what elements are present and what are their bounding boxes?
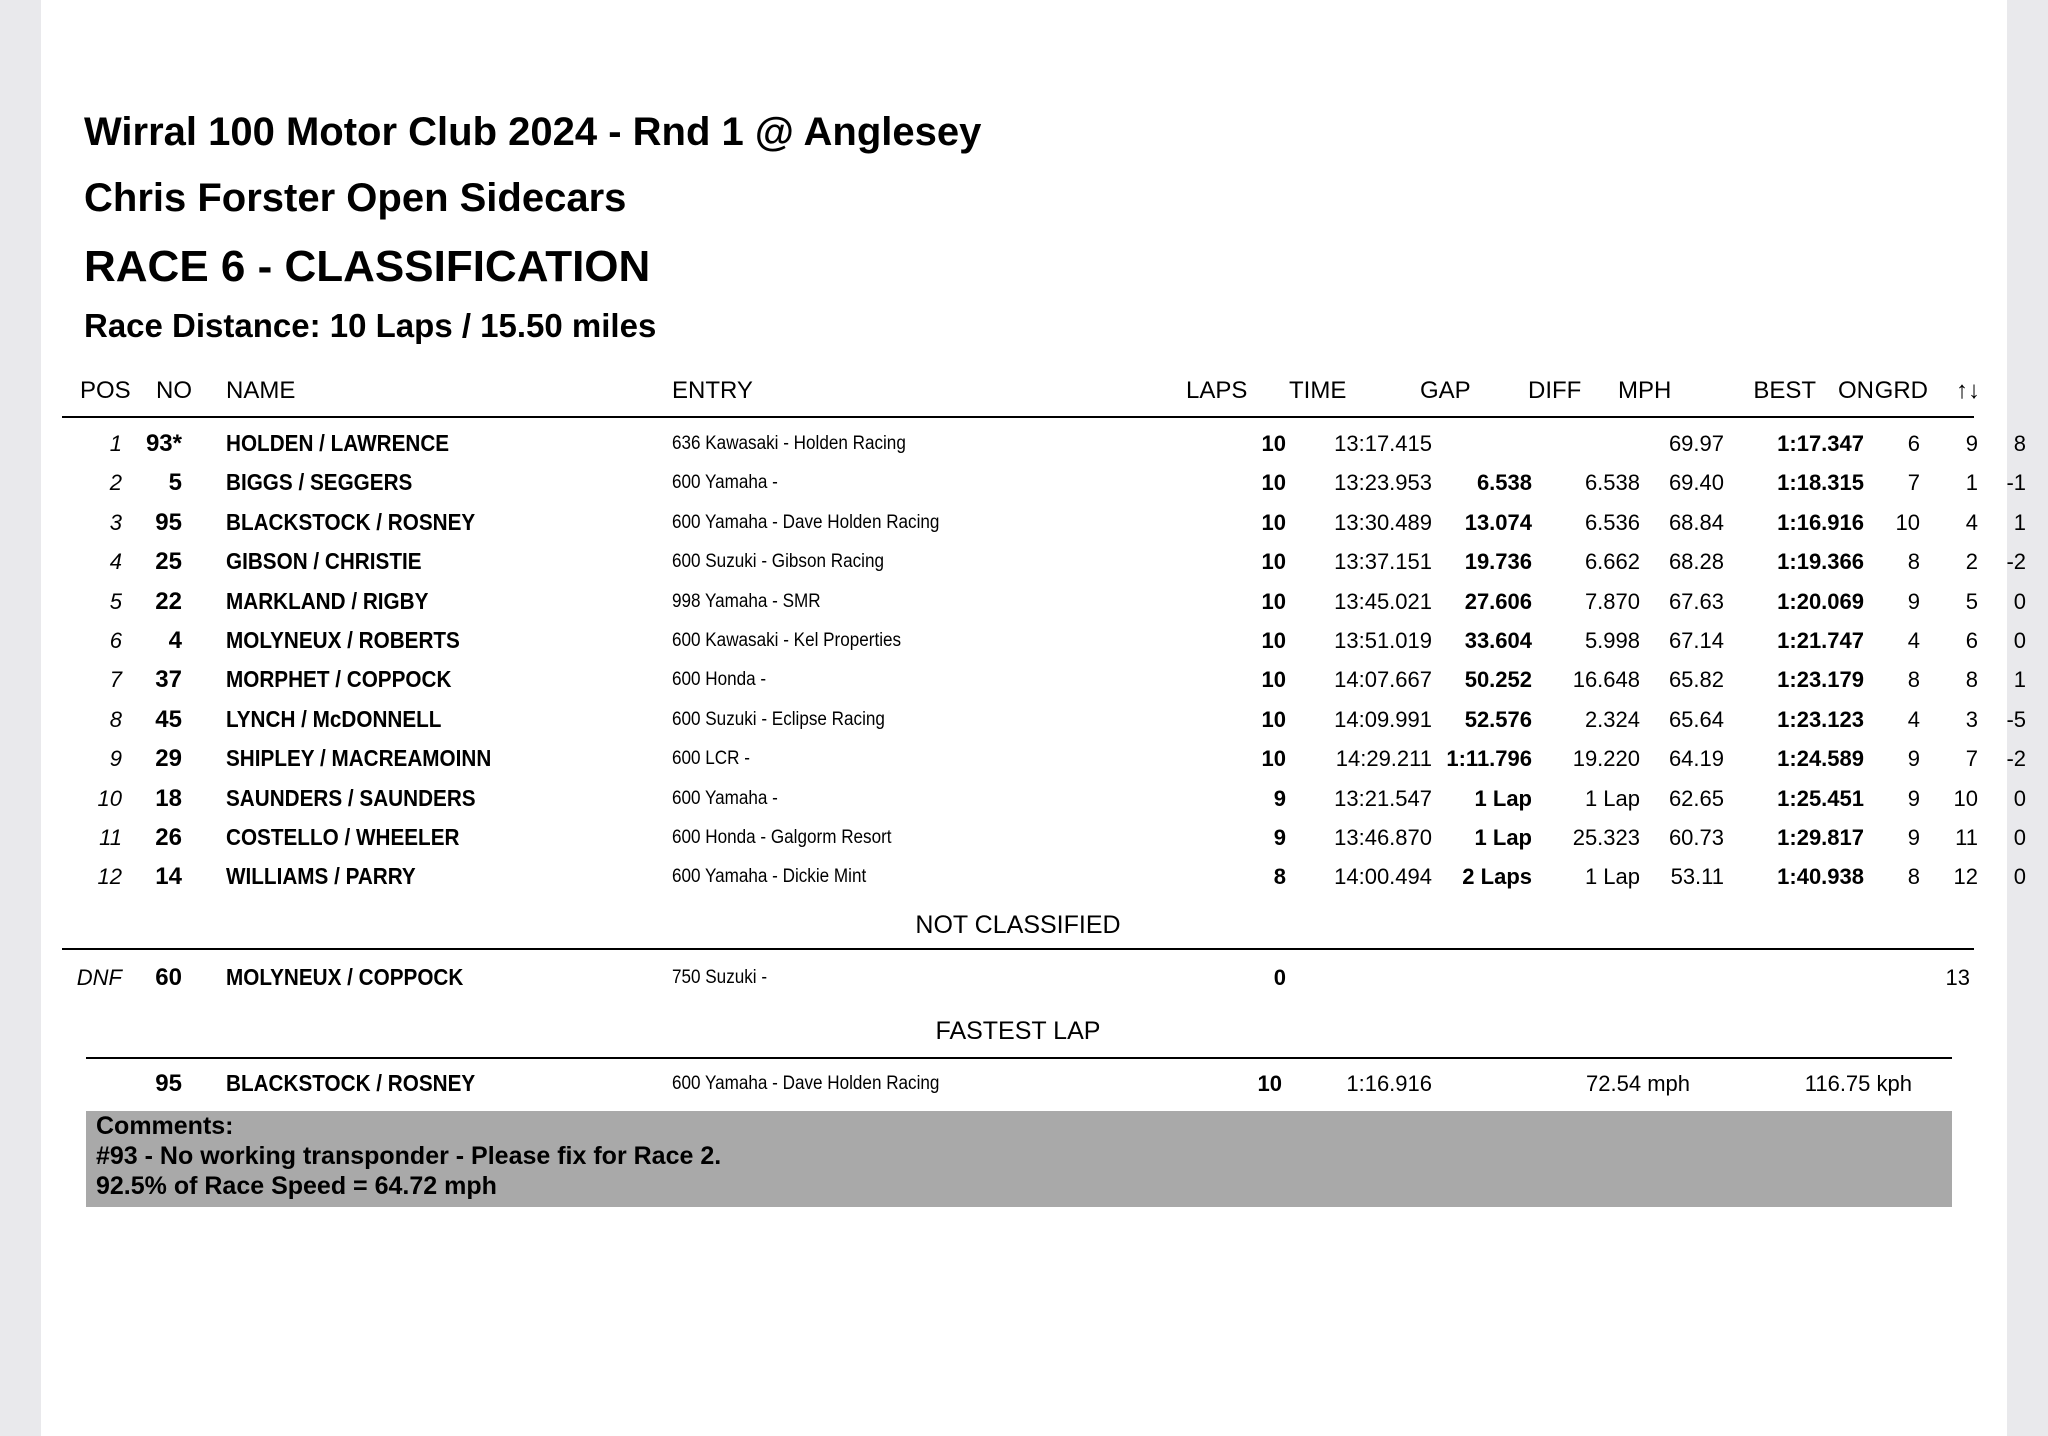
cell-mph: 69.40 (1668, 470, 1724, 496)
cell-laps: 10 (1261, 431, 1286, 456)
dnf-laps: 0 (1273, 965, 1286, 990)
cell-time: 13:51.019 (1334, 628, 1432, 653)
fastest-lap-label: FASTEST LAP (935, 1017, 1101, 1045)
cell-time: 13:23.953 (1334, 470, 1432, 496)
cell-time: 13:17.415 (1334, 431, 1432, 456)
cell-mph: 62.65 (1668, 785, 1724, 811)
cell-laps: 10 (1261, 746, 1286, 772)
cell-best: 1:25.451 (1777, 785, 1864, 811)
cell-best: 1:18.315 (1777, 470, 1864, 496)
cell-mph: 53.11 (1670, 864, 1724, 890)
cell-best: 1:16.916 (1777, 509, 1864, 535)
fastest-lap-no: 95 (155, 1070, 182, 1097)
cell-chg: 1 (2013, 509, 2026, 535)
cell-mph: 68.84 (1668, 509, 1724, 535)
table-row (62, 503, 2026, 542)
cell-no: 22 (155, 587, 182, 615)
cell-grd: 11 (1955, 825, 1978, 850)
cell-name: HOLDEN / LAWRENCE (226, 430, 450, 456)
cell-mph: 67.63 (1668, 588, 1724, 614)
cell-on: 8 (1907, 549, 1920, 575)
cell-time: 13:30.489 (1334, 509, 1432, 535)
cell-time: 13:46.870 (1334, 825, 1432, 850)
cell-best: 1:23.123 (1777, 706, 1864, 732)
cell-diff: 6.662 (1584, 549, 1640, 575)
dnf-no: 60 (155, 964, 182, 991)
col-position-change: ↑↓ (1956, 377, 1980, 404)
cell-best: 1:20.069 (1777, 588, 1864, 614)
cell-no: 29 (155, 745, 182, 773)
cell-grd: 10 (1953, 785, 1978, 811)
cell-no: 37 (155, 666, 182, 694)
cell-entry: 600 Honda - Galgorm Resort (672, 827, 892, 848)
cell-name: WILLIAMS / PARRY (226, 863, 416, 890)
col-mph: MPH (1618, 377, 1672, 404)
cell-chg: 0 (2013, 825, 2026, 850)
cell-gap: 1 Lap (1474, 785, 1532, 811)
col-time: TIME (1289, 377, 1347, 404)
cell-gap: 33.604 (1464, 628, 1532, 653)
cell-diff: 19.220 (1572, 746, 1640, 772)
cell-pos: 9 (109, 746, 122, 772)
cell-name: SAUNDERS / SAUNDERS (226, 784, 476, 811)
cell-gap: 50.252 (1464, 667, 1532, 693)
cell-time: 13:45.021 (1334, 588, 1432, 614)
cell-time: 14:09.991 (1334, 706, 1432, 732)
comments-label: Comments: (96, 1112, 234, 1140)
col-entry: ENTRY (672, 377, 753, 404)
comment-line: 92.5% of Race Speed = 64.72 mph (96, 1172, 497, 1200)
table-row (62, 700, 2026, 739)
cell-pos: 12 (97, 864, 122, 890)
col-gap: GAP (1420, 377, 1471, 404)
cell-name: MORPHET / COPPOCK (226, 666, 452, 693)
cell-chg: 0 (2013, 628, 2026, 653)
cell-no: 25 (155, 548, 182, 576)
cell-gap: 52.576 (1464, 706, 1532, 732)
race-title: RACE 6 - CLASSIFICATION (84, 242, 651, 291)
comments-box (86, 1111, 1952, 1207)
cell-gap: 1:11.796 (1446, 746, 1532, 772)
cell-on: 9 (1907, 785, 1920, 811)
cell-gap: 2 Laps (1462, 864, 1532, 890)
table-row (62, 779, 2026, 818)
cell-best: 1:24.589 (1777, 746, 1864, 772)
table-row (62, 818, 2026, 857)
cell-chg: -5 (2006, 706, 2026, 732)
cell-on: 6 (1907, 431, 1920, 456)
cell-best: 1:29.817 (1777, 825, 1864, 850)
cell-no: 5 (168, 469, 182, 497)
cell-time: 14:29.211 (1335, 746, 1432, 772)
cell-mph: 65.64 (1668, 706, 1724, 732)
cell-on: 8 (1907, 667, 1920, 693)
fastest-lap-kph: 116.75 kph (1804, 1071, 1912, 1096)
event-title: Wirral 100 Motor Club 2024 - Rnd 1 @ Anglesey (84, 110, 982, 154)
cell-entry: 600 Yamaha - Dave Holden Racing (672, 511, 940, 533)
dnf-grd: 13 (1945, 965, 1970, 990)
cell-entry: 600 LCR - (672, 748, 750, 770)
cell-entry: 600 Suzuki - Eclipse Racing (672, 708, 885, 730)
cell-on: 8 (1907, 864, 1920, 890)
cell-pos: 1 (109, 431, 122, 456)
cell-pos: 6 (109, 628, 122, 653)
cell-name: COSTELLO / WHEELER (226, 824, 460, 850)
cell-grd: 8 (1965, 667, 1978, 693)
cell-entry: 600 Kawasaki - Kel Properties (672, 630, 902, 651)
cell-grd: 7 (1965, 746, 1978, 772)
cell-gap: 6.538 (1476, 470, 1532, 496)
cell-gap: 27.606 (1464, 588, 1532, 614)
header-rule (62, 416, 1974, 418)
not-classified-rule (62, 948, 1974, 950)
cell-grd: 9 (1965, 431, 1978, 456)
dnf-pos: DNF (76, 965, 122, 990)
table-row (62, 582, 2026, 621)
fastest-lap-rule (86, 1057, 1952, 1059)
comment-line: #93 - No working transponder - Please fix for Race 2. (96, 1142, 722, 1170)
cell-on: 4 (1907, 706, 1920, 732)
cell-entry: 998 Yamaha - SMR (672, 590, 821, 612)
fastest-lap-mph: 72.54 mph (1586, 1071, 1690, 1096)
cell-grd: 5 (1965, 588, 1978, 614)
cell-time: 13:37.151 (1334, 549, 1432, 575)
table-row (62, 739, 2026, 778)
cell-pos: 5 (109, 588, 122, 614)
cell-name: SHIPLEY / MACREAMOINN (226, 745, 492, 772)
cell-no: 95 (155, 508, 182, 536)
cell-pos: 4 (109, 549, 122, 575)
table-row (62, 857, 2026, 896)
fastest-lap-entry: 600 Yamaha - Dave Holden Racing (672, 1073, 940, 1094)
cell-on: 4 (1907, 628, 1920, 653)
cell-chg: 0 (2013, 864, 2026, 890)
col-no: NO (156, 377, 192, 404)
cell-name: BLACKSTOCK / ROSNEY (226, 508, 476, 535)
fastest-lap-row (62, 1064, 1974, 1103)
cell-diff: 1 Lap (1584, 785, 1640, 811)
cell-mph: 68.28 (1668, 549, 1724, 575)
cell-diff: 1 Lap (1584, 864, 1640, 890)
cell-no: 18 (155, 784, 182, 812)
cell-chg: 1 (2013, 667, 2026, 693)
cell-grd: 4 (1965, 509, 1978, 535)
cell-diff: 6.536 (1584, 509, 1640, 535)
cell-laps: 10 (1261, 628, 1286, 653)
cell-time: 13:21.547 (1334, 785, 1432, 811)
cell-best: 1:23.179 (1777, 667, 1864, 693)
fastest-lap-lap: 10 (1257, 1071, 1282, 1096)
cell-time: 14:00.494 (1334, 864, 1432, 890)
cell-name: GIBSON / CHRISTIE (226, 548, 422, 575)
cell-laps: 9 (1273, 825, 1286, 850)
cell-entry: 636 Kawasaki - Holden Racing (672, 433, 906, 454)
cell-chg: 0 (2013, 588, 2026, 614)
cell-laps: 10 (1261, 667, 1286, 693)
col-laps: LAPS (1186, 377, 1248, 404)
cell-on: 9 (1907, 588, 1920, 614)
cell-no: 93* (145, 430, 182, 457)
cell-best: 1:21.747 (1777, 628, 1864, 653)
cell-mph: 60.73 (1668, 825, 1724, 850)
cell-gap: 13.074 (1464, 509, 1532, 535)
cell-name: LYNCH / McDONNELL (226, 705, 442, 732)
dnf-name: MOLYNEUX / COPPOCK (226, 964, 464, 990)
cell-laps: 10 (1261, 549, 1286, 575)
cell-chg: 8 (2013, 431, 2026, 456)
cell-chg: 0 (2013, 785, 2026, 811)
race-distance: Race Distance: 10 Laps / 15.50 miles (84, 307, 657, 344)
table-row (62, 660, 2026, 699)
cell-laps: 8 (1273, 864, 1286, 890)
cell-no: 45 (155, 705, 182, 733)
cell-grd: 2 (1965, 549, 1978, 575)
cell-laps: 10 (1261, 470, 1286, 496)
cell-name: MARKLAND / RIGBY (226, 587, 429, 614)
cell-name: MOLYNEUX / ROBERTS (226, 627, 460, 653)
cell-pos: 7 (109, 667, 122, 693)
cell-entry: 600 Honda - (672, 669, 767, 691)
cell-laps: 10 (1261, 706, 1286, 732)
cell-on: 7 (1907, 470, 1920, 496)
cell-no: 4 (168, 627, 182, 654)
cell-grd: 6 (1965, 628, 1978, 653)
cell-diff: 5.998 (1584, 628, 1640, 653)
col-name: NAME (226, 377, 296, 404)
col-pos: POS (80, 377, 131, 404)
table-row (62, 463, 2026, 502)
cell-pos: 8 (109, 706, 122, 732)
cell-gap: 19.736 (1464, 549, 1532, 575)
table-header (62, 377, 1980, 417)
class-title: Chris Forster Open Sidecars (84, 176, 627, 220)
cell-entry: 600 Yamaha - (672, 472, 778, 494)
not-classified-label: NOT CLASSIFIED (915, 911, 1121, 939)
table-row (62, 424, 2026, 463)
cell-mph: 69.97 (1668, 431, 1724, 456)
cell-grd: 3 (1965, 706, 1978, 732)
col-grd: GRD (1874, 377, 1928, 404)
col-diff: DIFF (1528, 377, 1582, 404)
cell-chg: -2 (2006, 549, 2026, 575)
cell-laps: 9 (1273, 785, 1286, 811)
cell-entry: 600 Yamaha - (672, 787, 778, 809)
cell-name: BIGGS / SEGGERS (226, 469, 413, 496)
dnf-row (62, 958, 1974, 997)
cell-chg: -1 (2006, 470, 2026, 496)
cell-mph: 67.14 (1668, 628, 1724, 653)
cell-on: 9 (1907, 746, 1920, 772)
cell-entry: 600 Suzuki - Gibson Racing (672, 551, 884, 573)
table-row (62, 542, 2026, 581)
cell-on: 10 (1895, 509, 1920, 535)
cell-mph: 64.19 (1668, 746, 1724, 772)
cell-gap: 1 Lap (1474, 825, 1532, 850)
cell-on: 9 (1907, 825, 1920, 850)
cell-laps: 10 (1261, 509, 1286, 535)
cell-entry: 600 Yamaha - Dickie Mint (672, 866, 867, 888)
fastest-lap-name: BLACKSTOCK / ROSNEY (226, 1070, 476, 1096)
cell-mph: 65.82 (1668, 667, 1724, 693)
cell-diff: 25.323 (1572, 825, 1640, 850)
cell-grd: 12 (1953, 864, 1978, 890)
cell-time: 14:07.667 (1334, 667, 1432, 693)
cell-pos: 2 (109, 470, 122, 496)
cell-pos: 11 (99, 825, 122, 850)
cell-laps: 10 (1261, 588, 1286, 614)
cell-grd: 1 (1965, 470, 1978, 496)
cell-diff: 2.324 (1584, 706, 1640, 732)
cell-best: 1:40.938 (1777, 864, 1864, 890)
cell-no: 26 (155, 824, 182, 851)
cell-best: 1:19.366 (1777, 549, 1864, 575)
cell-pos: 10 (97, 785, 122, 811)
fastest-lap-time: 1:16.916 (1346, 1071, 1432, 1096)
cell-diff: 16.648 (1572, 667, 1640, 693)
table-row (62, 621, 2026, 660)
cell-best: 1:17.347 (1777, 431, 1864, 456)
dnf-entry: 750 Suzuki - (672, 967, 768, 988)
col-best: BEST (1753, 377, 1816, 404)
col-on: ON (1838, 377, 1874, 404)
cell-no: 14 (155, 863, 182, 891)
cell-pos: 3 (109, 509, 122, 535)
cell-chg: -2 (2006, 746, 2026, 772)
cell-diff: 7.870 (1584, 588, 1640, 614)
cell-diff: 6.538 (1584, 470, 1640, 496)
